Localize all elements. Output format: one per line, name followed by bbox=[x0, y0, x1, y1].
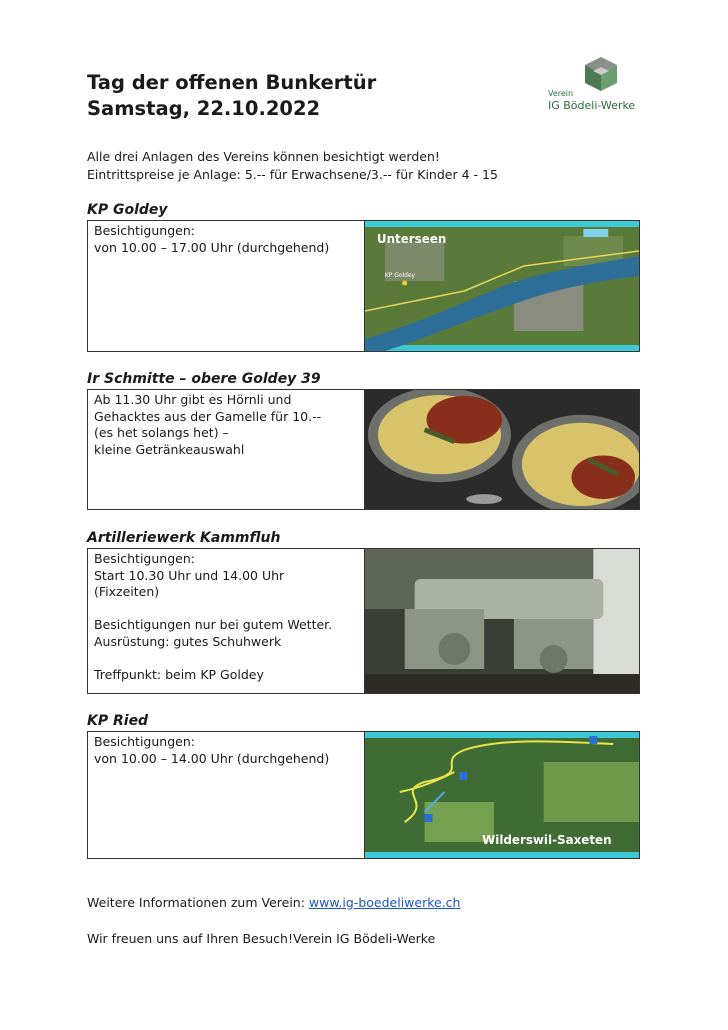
text-line: (Fixzeiten) bbox=[94, 584, 160, 599]
text-line: von 10.00 – 14.00 Uhr (durchgehend) bbox=[94, 750, 330, 766]
section-box-artilleriewerk bbox=[87, 548, 640, 694]
section-heading-kp-ried: KP Ried bbox=[87, 713, 149, 729]
map-label-unterseen: Unterseen bbox=[376, 231, 447, 247]
footer-info bbox=[87, 895, 460, 910]
text-line: Treffpunkt: beim KP Goldey bbox=[94, 666, 264, 682]
section-box-kp-ried bbox=[87, 731, 640, 859]
footer-closing: Wir freuen uns auf Ihren Besuch!Verein IG Bödeli-Werke bbox=[87, 931, 436, 946]
text-line: Besichtigungen: bbox=[94, 223, 195, 238]
footer-info-text: Weitere Informationen zum Verein: bbox=[87, 895, 309, 910]
food-photo-pasta bbox=[365, 390, 639, 509]
section-text bbox=[88, 549, 365, 693]
text-line: Besichtigungen: bbox=[94, 734, 195, 749]
map-marker-label: KP Goldey bbox=[384, 271, 416, 280]
map-image-unterseen bbox=[365, 221, 639, 351]
text-line bbox=[94, 601, 358, 618]
section-text bbox=[88, 221, 365, 351]
section-text bbox=[88, 732, 365, 858]
intro-line-1: Alle drei Anlagen des Vereins können besichtigt werden! bbox=[87, 149, 440, 164]
section-box-ir-schmitte bbox=[87, 389, 640, 510]
text-line: Gehacktes aus der Gamelle für 10.-- bbox=[94, 408, 322, 424]
cube-logo-icon bbox=[582, 55, 620, 93]
title-line-1: Tag der offenen Bunkertür bbox=[87, 71, 377, 94]
text-line: von 10.00 – 17.00 Uhr (durchgehend) bbox=[94, 239, 330, 255]
section-heading-artilleriewerk: Artilleriewerk Kammfluh bbox=[87, 530, 281, 546]
section-box-kp-goldey bbox=[87, 220, 640, 352]
artillery-gun-photo bbox=[365, 549, 639, 693]
intro-text bbox=[87, 148, 498, 184]
text-line: Ab 11.30 Uhr gibt es Hörnli und bbox=[94, 392, 292, 407]
map-label-wilderswil: Wilderswil-Saxeten bbox=[482, 832, 612, 848]
text-line bbox=[94, 650, 358, 667]
text-line: Besichtigungen: bbox=[94, 551, 195, 566]
section-heading-ir-schmitte: Ir Schmitte – obere Goldey 39 bbox=[87, 371, 321, 387]
map-image-wilderswil bbox=[365, 732, 639, 858]
text-line: Ausrüstung: gutes Schuhwerk bbox=[94, 633, 282, 649]
page-title bbox=[87, 70, 376, 122]
text-line: kleine Getränkeauswahl bbox=[94, 441, 245, 457]
text-line: (es het solangs het) – bbox=[94, 425, 229, 440]
website-link[interactable]: www.ig-boedeliwerke.ch bbox=[308, 895, 461, 910]
intro-line-2: Eintrittspreise je Anlage: 5.-- für Erwachsene/3.-- für Kinder 4 - 15 bbox=[87, 167, 498, 182]
association-logo bbox=[548, 55, 640, 115]
logo-verein-label: Verein bbox=[548, 89, 574, 98]
logo-name: IG Bödeli-Werke bbox=[548, 99, 636, 112]
section-heading-kp-goldey: KP Goldey bbox=[87, 202, 168, 218]
text-line: Besichtigungen nur bei gutem Wetter. bbox=[94, 617, 333, 632]
title-line-2: Samstag, 22.10.2022 bbox=[87, 97, 321, 120]
text-line: Start 10.30 Uhr und 14.00 Uhr bbox=[94, 567, 285, 583]
section-text bbox=[88, 390, 365, 509]
